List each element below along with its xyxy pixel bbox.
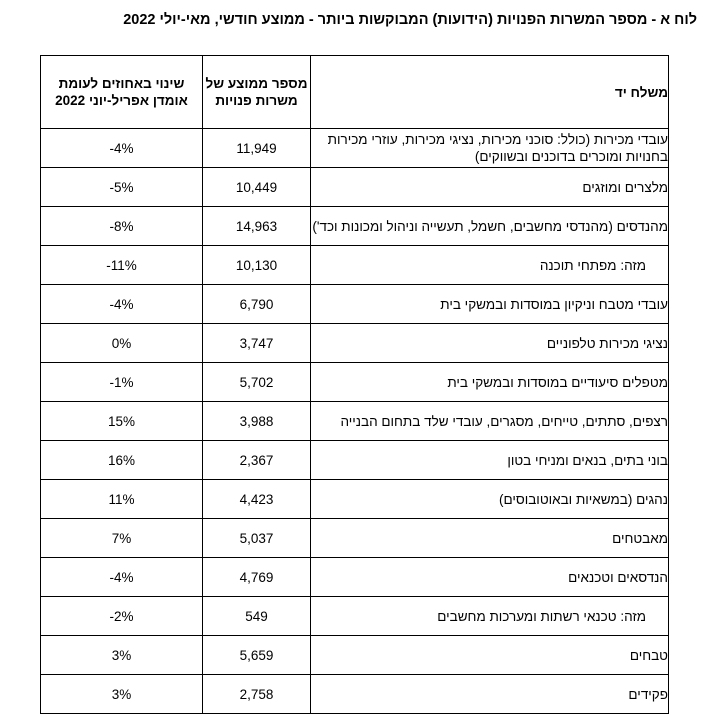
header-percent-change: שינוי באחוזים לעומת אומדן אפריל-יוני 2022 (41, 56, 203, 129)
occupation-cell: מלצרים ומוזגים (311, 168, 669, 207)
occupation-cell: רצפים, סתתים, טייחים, מסגרים, עובדי שלד בתחום הבנייה (311, 402, 669, 441)
average-cell: 3,988 (203, 402, 311, 441)
table-row (41, 168, 669, 207)
occupation-cell: מזה: טכנאי רשתות ומערכות מחשבים (311, 597, 669, 636)
change-cell: 3% (41, 675, 203, 714)
table-row (41, 636, 669, 675)
header-occupation: משלח יד (311, 56, 669, 129)
average-cell: 14,963 (203, 207, 311, 246)
table-row (41, 597, 669, 636)
average-cell: 4,769 (203, 558, 311, 597)
table-row (41, 207, 669, 246)
occupation-cell: בוני בתים, בנאים ומניחי בטון (311, 441, 669, 480)
occupation-cell: נהגים (במשאיות ובאוטובוסים) (311, 480, 669, 519)
average-cell: 2,367 (203, 441, 311, 480)
table-row (41, 402, 669, 441)
header-row (41, 56, 669, 129)
change-cell: -5% (41, 168, 203, 207)
average-cell: 5,702 (203, 363, 311, 402)
average-cell: 10,449 (203, 168, 311, 207)
average-cell: 10,130 (203, 246, 311, 285)
occupation-cell: מטפלים סיעודיים במוסדות ובמשקי בית (311, 363, 669, 402)
vacancies-table (40, 55, 669, 714)
occupation-cell: מהנדסים (מהנדסי מחשבים, חשמל, תעשייה וניהול ומכונות וכד') (311, 207, 669, 246)
average-cell: 2,758 (203, 675, 311, 714)
table-row (41, 363, 669, 402)
change-cell: -8% (41, 207, 203, 246)
header-average-vacancies: מספר ממוצע של משרות פנויות (203, 56, 311, 129)
average-cell: 11,949 (203, 129, 311, 168)
change-cell: 3% (41, 636, 203, 675)
table-row (41, 285, 669, 324)
occupation-cell: עובדי מטבח וניקיון במוסדות ובמשקי בית (311, 285, 669, 324)
change-cell: -4% (41, 129, 203, 168)
average-cell: 5,037 (203, 519, 311, 558)
average-cell: 3,747 (203, 324, 311, 363)
table-row (41, 675, 669, 714)
change-cell: 16% (41, 441, 203, 480)
table-row (41, 441, 669, 480)
table-row (41, 246, 669, 285)
occupation-cell: טבחים (311, 636, 669, 675)
occupation-cell: נציגי מכירות טלפוניים (311, 324, 669, 363)
average-cell: 5,659 (203, 636, 311, 675)
average-cell: 4,423 (203, 480, 311, 519)
occupation-cell: הנדסאים וטכנאים (311, 558, 669, 597)
occupation-cell: מזה: מפתחי תוכנה (311, 246, 669, 285)
occupation-cell: עובדי מכירות (כולל: סוכני מכירות, נציגי מכירות, עוזרי מכירות בחנויות ומוכרים בדוכנים ובשווקים) (311, 129, 669, 168)
change-cell: 11% (41, 480, 203, 519)
table-row (41, 519, 669, 558)
change-cell: 0% (41, 324, 203, 363)
table-row (41, 129, 669, 168)
table-title: לוח א - מספר המשרות הפנויות (הידועות) המבוקשות ביותר - ממוצע חודשי, מאי-יולי 2022 (123, 12, 697, 28)
average-cell: 6,790 (203, 285, 311, 324)
change-cell: -4% (41, 558, 203, 597)
change-cell: -4% (41, 285, 203, 324)
change-cell: -11% (41, 246, 203, 285)
change-cell: 7% (41, 519, 203, 558)
occupation-cell: פקידים (311, 675, 669, 714)
change-cell: -1% (41, 363, 203, 402)
table-row (41, 324, 669, 363)
change-cell: -2% (41, 597, 203, 636)
table-row (41, 480, 669, 519)
change-cell: 15% (41, 402, 203, 441)
table-row (41, 558, 669, 597)
average-cell: 549 (203, 597, 311, 636)
occupation-cell: מאבטחים (311, 519, 669, 558)
